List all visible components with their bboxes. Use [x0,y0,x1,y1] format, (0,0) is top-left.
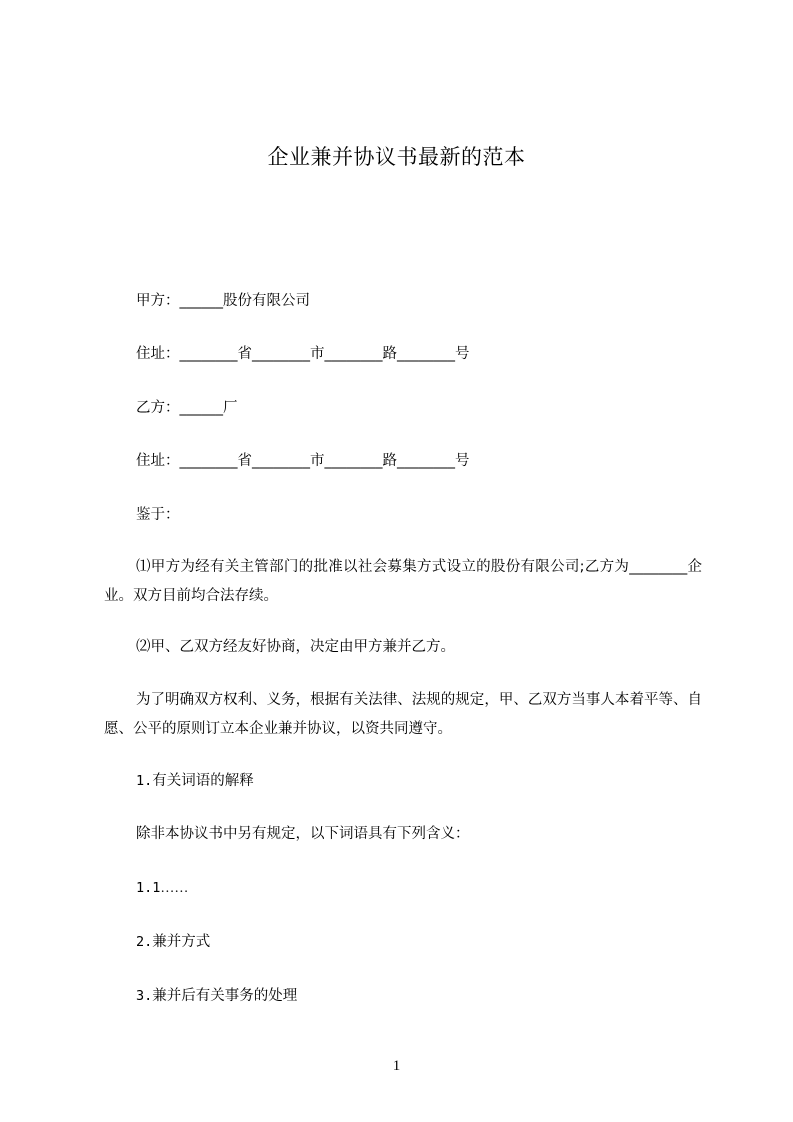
party-a-address-line: 住址：________省________市________路________号 [136,346,470,362]
section-1-heading [104,767,702,796]
sub-item-1-1 [104,874,702,903]
section-2-heading [104,928,702,957]
sub-item-number: 1.1 [136,880,161,896]
purpose-paragraph: 为了明确双方权利、义务，根据有关法律、法规的规定，甲、乙双方当事人本着平等、自愿、公平的原则订立本企业兼并协议，以资共同遵守。 [104,692,702,737]
section-3-title: 兼并后有关事务的处理 [152,988,298,1004]
whereas-heading: 鉴于： [136,507,180,523]
section-1-number: 1. [136,773,153,789]
section-2-number: 2. [136,934,153,950]
party-b-address-line: 住址：________省________市________路________号 [136,453,470,469]
page-number: 1 [392,1058,401,1074]
section-3-number: 3. [136,988,153,1004]
clause-2-paragraph: ⑵甲、乙双方经友好协商，决定由甲方兼并乙方。 [136,639,455,655]
section-2-title: 兼并方式 [152,934,211,950]
section-1-title: 有关词语的解释 [152,773,254,789]
document-title: 企业兼并协议书最新的范本 [267,145,526,169]
clause-1-paragraph: ⑴甲方为经有关主管部门的批准以社会募集方式设立的股份有限公司;乙方为________企业。双方目前均合法存续。 [104,559,702,604]
definitions-intro: 除非本协议书中另有规定，以下词语具有下列含义： [136,826,470,842]
party-a-line: 甲方：______股份有限公司 [136,293,310,309]
sub-item-ellipsis: …… [160,881,189,896]
section-3-heading [104,982,702,1011]
party-b-line: 乙方：______厂 [136,400,238,416]
